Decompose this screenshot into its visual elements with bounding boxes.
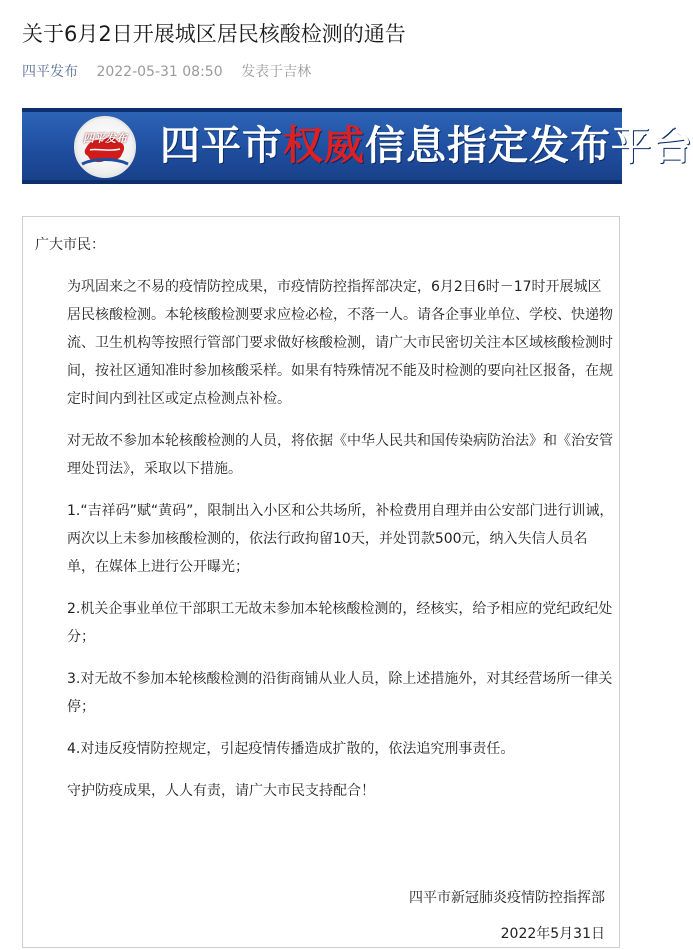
notice-measure-4: 4.对违反疫情防控规定，引起疫情传播造成扩散的，依法追究刑事责任。	[67, 741, 515, 757]
banner-headline	[160, 122, 693, 170]
notice-paragraph: 为巩固来之不易的疫情防控成果，市疫情防控指挥部决定，6月2日6时－17时开展城区居民核酸检测。本轮核酸检测要求应检必检，不落一人。请各企事业单位、学校、快递物流、卫生机构等按照行管部门要求做好核酸检测，请广大市民密切关注本区域核酸检测时间，按社区通知准时参加核酸采样。如果有特殊情况不能及时检测的要向社区报备，在规定时间内到社区或定点检测点补检。	[67, 279, 613, 407]
notice-greeting: 广大市民：	[35, 237, 105, 253]
notice-measure-2: 2.机关企事业单位干部职工无故未参加本轮核酸检测的，经核实，给予相应的党纪政纪处分；	[67, 601, 613, 645]
platform-banner	[22, 108, 693, 184]
notice-signature: 四平市新冠肺炎疫情防控指挥部	[409, 890, 605, 906]
article-title: 关于6月2日开展城区居民核酸检测的通告	[22, 22, 406, 46]
siping-logo-icon	[74, 116, 136, 178]
headline-highlight: 权威	[283, 123, 365, 169]
logo-label: 四平发布	[83, 132, 127, 145]
notice-closing: 守护防疫成果，人人有责，请广大市民支持配合！	[67, 783, 375, 799]
notice-measure-3: 3.对无故不参加本轮核酸检测的沿街商铺从业人员，除上述措施外，对其经营场所一律关停；	[67, 671, 613, 715]
logo-map-graphic	[76, 118, 134, 176]
article-meta	[22, 62, 622, 82]
banner-stripe-bottom	[22, 180, 622, 184]
notice-card	[22, 216, 620, 948]
notice-body	[35, 231, 615, 819]
publish-date: 2022-05-31 08:50	[96, 64, 223, 80]
banner-stripe-top	[22, 108, 622, 112]
publish-location: 发表于吉林	[241, 64, 312, 80]
notice-paragraph: 对无故不参加本轮核酸检测的人员，将依据《中华人民共和国传染病防治法》和《治安管理处罚法》，采取以下措施。	[67, 433, 613, 477]
headline-part1: 四平市	[160, 123, 283, 169]
headline-part2: 信息指定发布平台	[365, 123, 693, 169]
notice-sign-date: 2022年5月31日	[500, 926, 605, 942]
notice-measure-1: 1.“吉祥码”赋“黄码”，限制出入小区和公共场所，补检费用自理并由公安部门进行训诫，两次以上未参加核酸检测的，依法行政拘留10天，并处罚款500元，纳入失信人员名单，在媒体上进行公开曝光；	[67, 503, 614, 575]
source-account-link[interactable]: 四平发布	[22, 64, 78, 80]
